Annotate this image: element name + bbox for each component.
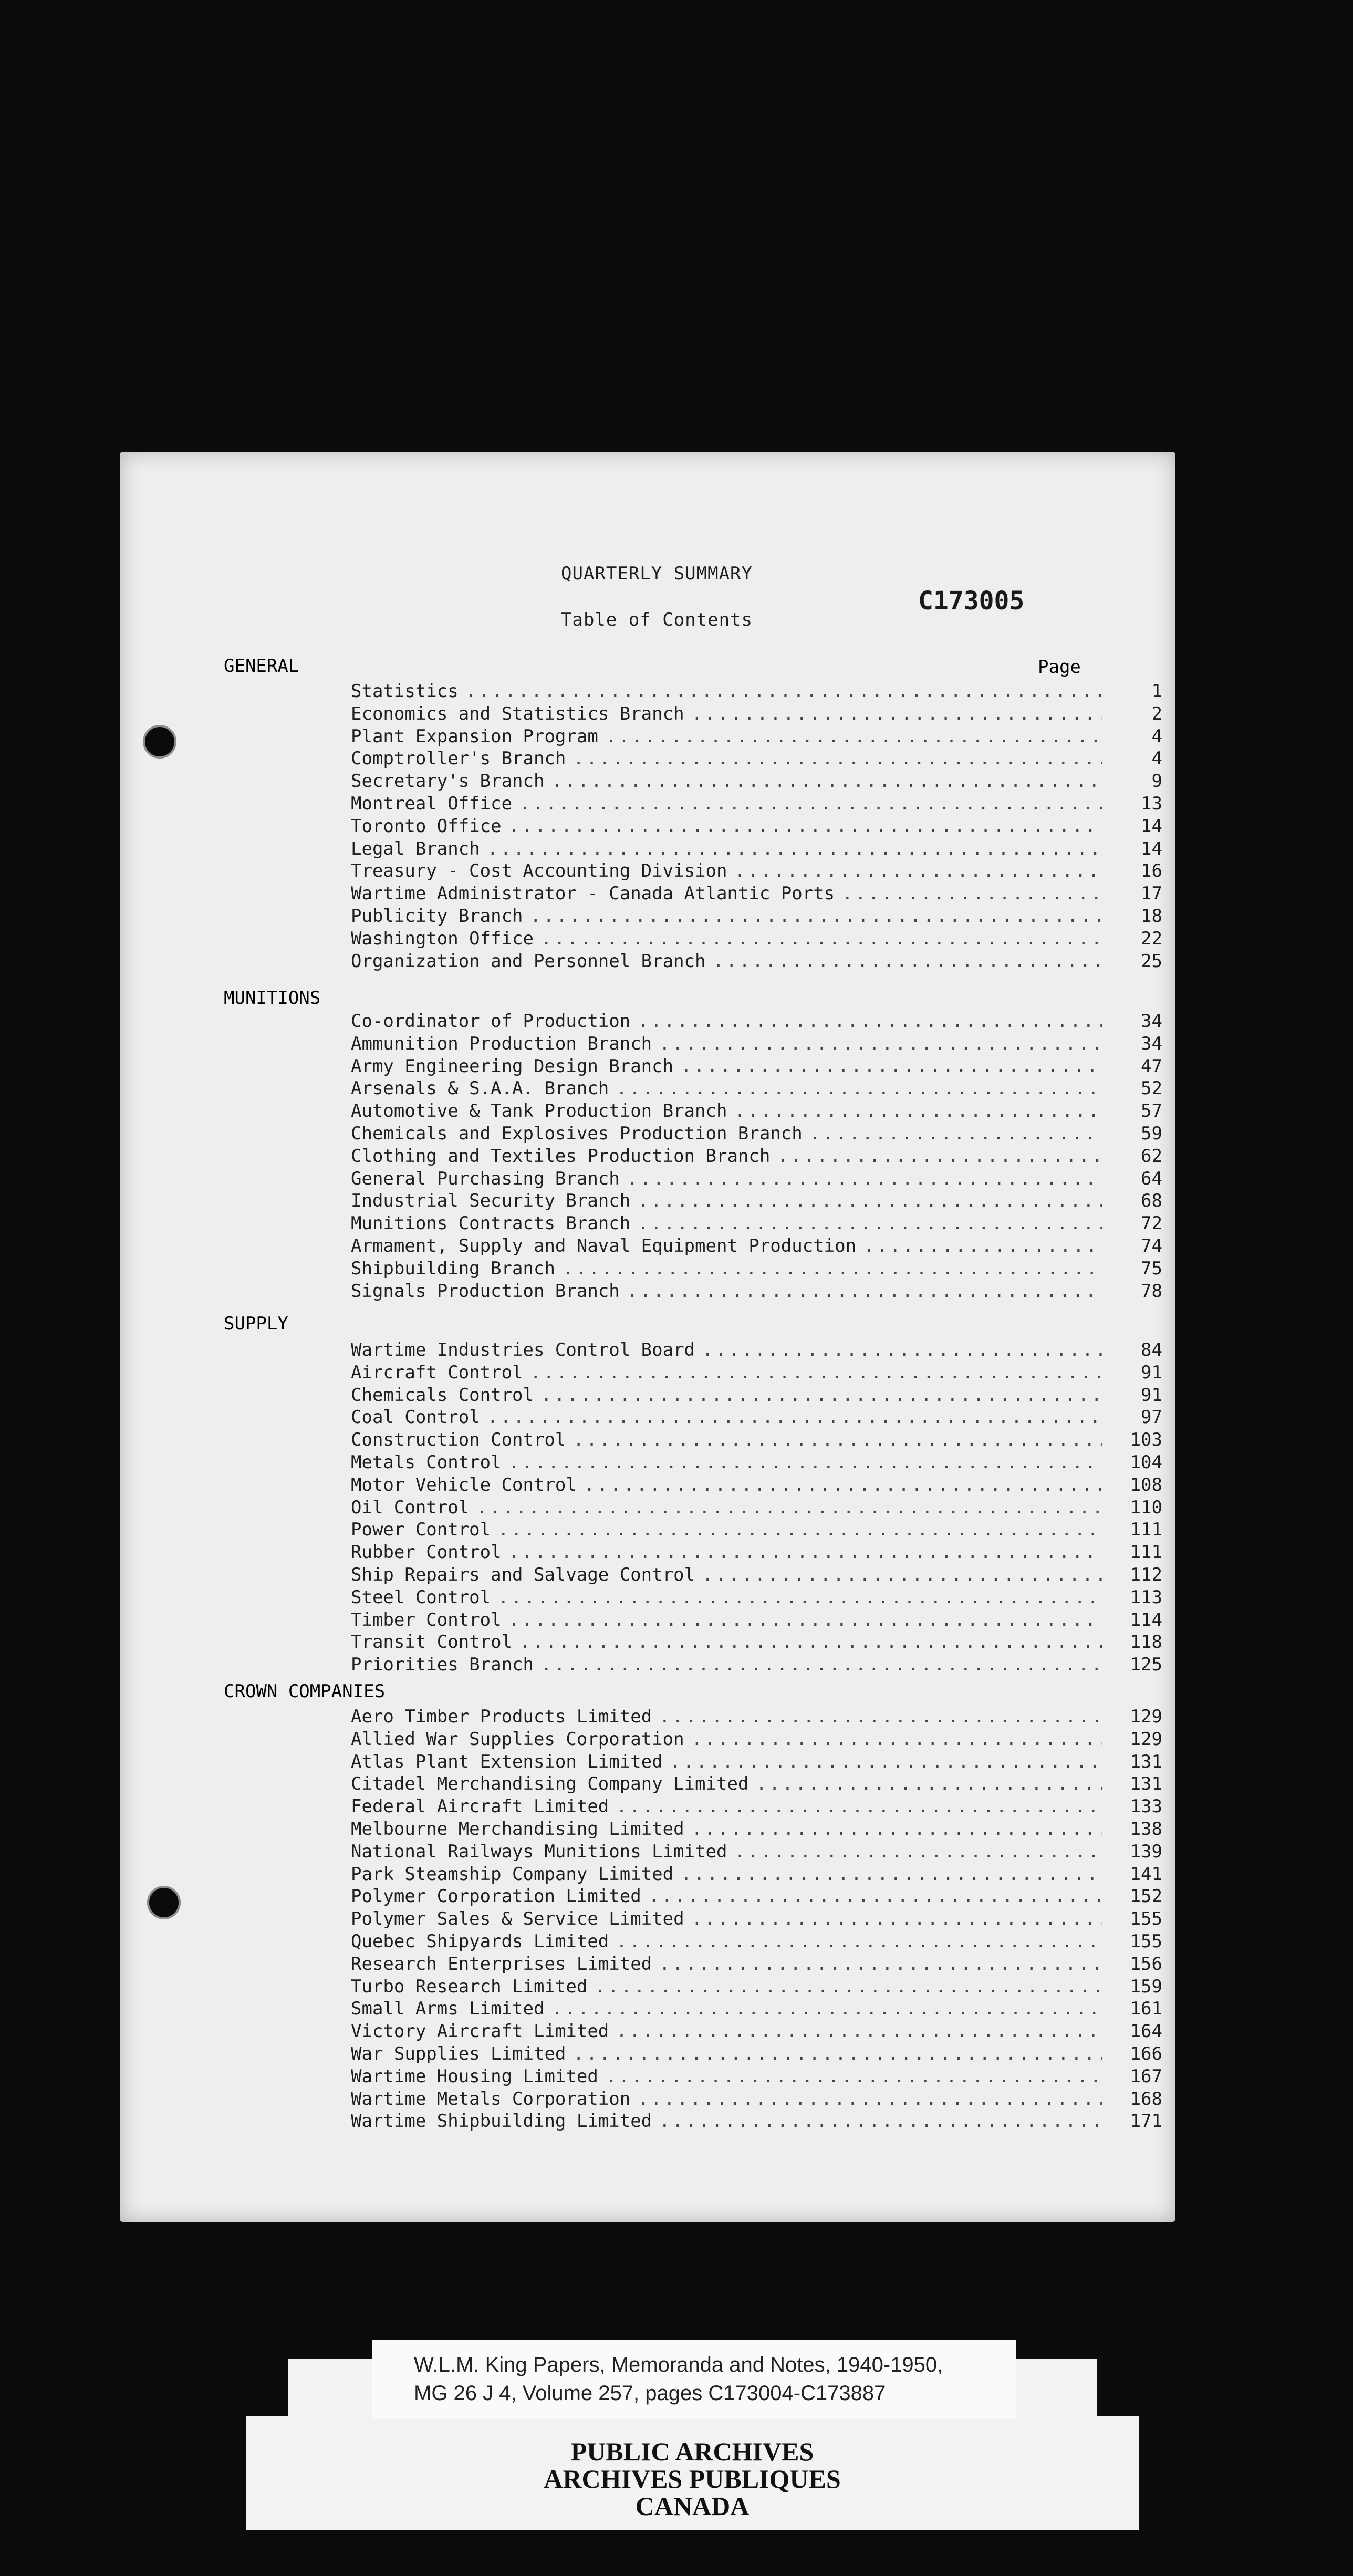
toc-entry [351, 1841, 1162, 1863]
toc-entry [351, 1998, 1162, 2020]
toc-entry-page: 52 [1141, 1078, 1162, 1099]
toc-entry-label: Co-ordinator of Production [351, 1011, 631, 1032]
toc-entry-label: Washington Office [351, 928, 534, 949]
leader-dots [551, 771, 1102, 792]
toc-entry-page: 155 [1130, 1908, 1162, 1930]
leader-dots [681, 1056, 1102, 1077]
toc-entry-label: Chemicals and Explosives Production Branch [351, 1123, 803, 1144]
toc-entry-label: Power Control [351, 1519, 491, 1541]
binder-hole-bottom [147, 1886, 181, 1919]
toc-entry-label: Motor Vehicle Control [351, 1474, 577, 1495]
leader-dots [659, 1706, 1102, 1727]
toc-entry-label: Steel Control [351, 1586, 491, 1608]
leader-dots [777, 1146, 1102, 1167]
leader-dots [638, 1190, 1102, 1211]
toc-entry [351, 1429, 1162, 1451]
toc-entry-label: Research Enterprises Limited [351, 1953, 652, 1975]
leader-dots [573, 2043, 1102, 2064]
toc-entry-label: Coal Control [351, 1407, 480, 1428]
toc-entry [351, 1011, 1162, 1033]
leader-dots [487, 1407, 1102, 1428]
leader-dots [606, 2066, 1102, 2087]
toc-entry [351, 1385, 1162, 1407]
toc-entry [351, 771, 1162, 793]
leader-dots [541, 1385, 1102, 1406]
leader-dots [616, 2021, 1102, 2042]
toc-entry-page: 111 [1130, 1542, 1162, 1563]
leader-dots [509, 816, 1102, 837]
toc-entry-label: Economics and Statistics Branch [351, 703, 684, 724]
toc-entry-page: 104 [1130, 1452, 1162, 1473]
toc-entry-page: 14 [1141, 815, 1162, 837]
toc-entry-page: 108 [1130, 1474, 1162, 1495]
leader-dots [541, 1654, 1102, 1675]
leader-dots [519, 1632, 1102, 1653]
toc-entry [351, 1819, 1162, 1841]
toc-entry-label: Armament, Supply and Naval Equipment Production [351, 1235, 857, 1256]
toc-entry [351, 2111, 1162, 2133]
toc-entry-label: Polymer Sales & Service Limited [351, 1908, 684, 1930]
toc-entry-page: 155 [1130, 1931, 1162, 1952]
leader-dots [713, 951, 1102, 972]
leader-dots [584, 1474, 1102, 1495]
toc-entry-label: Priorities Branch [351, 1654, 534, 1676]
toc-entry-page: 91 [1141, 1384, 1162, 1406]
toc-entry-label: Wartime Shipbuilding Limited [351, 2111, 652, 2132]
archive-label [246, 2353, 1139, 2530]
toc-entry [351, 1168, 1162, 1190]
toc-entry-page: 166 [1130, 2043, 1162, 2064]
toc-entry [351, 703, 1162, 725]
leader-dots [659, 1033, 1102, 1054]
toc-entry-label: Allied War Supplies Corporation [351, 1728, 684, 1750]
toc-entry [351, 2043, 1162, 2065]
toc-entry-label: National Railways Munitions Limited [351, 1841, 727, 1862]
toc-entry [351, 2066, 1162, 2088]
section-heading: MUNITIONS [224, 988, 321, 1009]
toc-entry-label: Army Engineering Design Branch [351, 1055, 674, 1077]
toc-entry-label: Ammunition Production Branch [351, 1033, 652, 1054]
toc-entry-label: Signals Production Branch [351, 1280, 620, 1302]
toc-entry [351, 928, 1162, 950]
toc-entry-page: 118 [1130, 1632, 1162, 1653]
leader-dots [530, 1362, 1102, 1383]
leader-dots [573, 748, 1102, 769]
toc-entry-label: Organization and Personnel Branch [351, 950, 706, 972]
toc-entry [351, 1931, 1162, 1953]
toc-entry-label: Arsenals & S.A.A. Branch [351, 1078, 609, 1099]
leader-dots [659, 1954, 1102, 1975]
toc-entry-label: Secretary's Branch [351, 771, 545, 792]
toc-entry-label: Plant Expansion Program [351, 725, 598, 747]
toc-entry-label: Ship Repairs and Salvage Control [351, 1564, 695, 1585]
leader-dots [498, 1587, 1102, 1608]
toc-entry-page: 159 [1130, 1976, 1162, 1997]
toc-entry [351, 1519, 1162, 1541]
toc-entry [351, 1587, 1162, 1609]
toc-entry [351, 906, 1162, 928]
toc-entry [351, 726, 1162, 748]
toc-entry-page: 18 [1141, 906, 1162, 927]
toc-entry-page: 74 [1141, 1235, 1162, 1256]
leader-dots [692, 1908, 1102, 1929]
leader-dots [659, 2111, 1102, 2132]
leader-dots [498, 1519, 1102, 1540]
toc-entry-label: Quebec Shipyards Limited [351, 1931, 609, 1952]
toc-entry-page: 110 [1130, 1497, 1162, 1518]
toc-entry-page: 114 [1130, 1609, 1162, 1630]
toc-entry-page: 17 [1141, 883, 1162, 905]
toc-entry [351, 1497, 1162, 1519]
toc-entry-page: 84 [1141, 1339, 1162, 1360]
toc-entry [351, 816, 1162, 838]
toc-entry [351, 1706, 1162, 1728]
toc-entry-page: 64 [1141, 1168, 1162, 1189]
toc-entry-page: 91 [1141, 1362, 1162, 1383]
toc-entry-page: 131 [1130, 1751, 1162, 1772]
leader-dots [476, 1497, 1102, 1518]
toc-entry [351, 1796, 1162, 1818]
toc-entry-label: Turbo Research Limited [351, 1976, 588, 1997]
leader-dots [638, 1213, 1102, 1234]
toc-entry-page: 125 [1130, 1654, 1162, 1676]
toc-entry-label: Treasury - Cost Accounting Division [351, 860, 727, 882]
toc-entry-label: Chemicals Control [351, 1384, 534, 1406]
toc-entry-page: 2 [1151, 703, 1162, 724]
leader-dots [702, 1564, 1102, 1585]
toc-entry-page: 129 [1130, 1728, 1162, 1750]
toc-entry [351, 1258, 1162, 1280]
toc-entry-page: 72 [1141, 1213, 1162, 1234]
toc-entry-label: Statistics [351, 681, 459, 702]
toc-entry [351, 1235, 1162, 1258]
toc-entry [351, 681, 1162, 703]
toc-entry [351, 951, 1162, 973]
leader-dots [638, 2089, 1102, 2110]
toc-entry-label: Munitions Contracts Branch [351, 1213, 631, 1234]
toc-entry-label: Federal Aircraft Limited [351, 1796, 609, 1817]
leader-dots [692, 1729, 1102, 1750]
toc-entry [351, 1146, 1162, 1168]
toc-entry-label: Wartime Administrator - Canada Atlantic Ports [351, 883, 835, 905]
toc-entry [351, 1452, 1162, 1474]
toc-entry [351, 1190, 1162, 1212]
toc-entry [351, 1056, 1162, 1078]
toc-entry-page: 111 [1130, 1519, 1162, 1541]
toc-entry-page: 75 [1141, 1258, 1162, 1279]
toc-entry-page: 9 [1151, 771, 1162, 792]
toc-entry-label: Aircraft Control [351, 1362, 523, 1383]
toc-entry-label: Citadel Merchandising Company Limited [351, 1773, 749, 1795]
reference-card [372, 2340, 1016, 2419]
toc-entry [351, 1729, 1162, 1751]
toc-entry-label: Timber Control [351, 1609, 502, 1630]
leader-dots [734, 1100, 1102, 1121]
toc-entry [351, 1339, 1162, 1362]
toc-entry-label: Polymer Corporation Limited [351, 1886, 641, 1907]
leader-dots [649, 1886, 1102, 1907]
archive-name-en: PUBLIC ARCHIVES [570, 2437, 814, 2466]
toc-entry [351, 1751, 1162, 1773]
toc-entry [351, 1542, 1162, 1564]
toc-entry-page: 22 [1141, 928, 1162, 949]
leader-dots [563, 1258, 1102, 1279]
toc-entry-page: 57 [1141, 1100, 1162, 1122]
toc-entry [351, 883, 1162, 905]
toc-entry-page: 133 [1130, 1796, 1162, 1817]
toc-entry-label: Shipbuilding Branch [351, 1258, 555, 1279]
toc-entry-page: 34 [1141, 1011, 1162, 1032]
toc-entry [351, 1864, 1162, 1886]
leader-dots [810, 1123, 1102, 1144]
archive-name-fr: ARCHIVES PUBLIQUES [544, 2464, 841, 2494]
toc-entry-page: 62 [1141, 1145, 1162, 1167]
leader-dots [638, 1011, 1102, 1032]
label-notch-right [1097, 2359, 1139, 2416]
toc-entry [351, 1976, 1162, 1998]
toc-entry-page: 4 [1151, 725, 1162, 747]
toc-entry-page: 138 [1130, 1819, 1162, 1840]
toc-entry-page: 16 [1141, 860, 1162, 882]
toc-entry [351, 1407, 1162, 1429]
toc-entry-label: Toronto Office [351, 815, 502, 837]
leader-dots [702, 1339, 1102, 1360]
toc-entry [351, 793, 1162, 815]
toc-entry-page: 131 [1130, 1773, 1162, 1795]
toc-entry-page: 113 [1130, 1586, 1162, 1608]
toc-entry [351, 2089, 1162, 2111]
toc-entry [351, 1362, 1162, 1384]
toc-entry [351, 2021, 1162, 2043]
toc-entry-label: Industrial Security Branch [351, 1190, 631, 1212]
toc-entry-label: Rubber Control [351, 1542, 502, 1563]
toc-entry [351, 1564, 1162, 1586]
leader-dots [863, 1235, 1102, 1256]
leader-dots [509, 1452, 1102, 1473]
toc-entry-page: 34 [1141, 1033, 1162, 1054]
toc-entry-page: 168 [1130, 2088, 1162, 2110]
leader-dots [842, 883, 1102, 904]
toc-entry-page: 68 [1141, 1190, 1162, 1212]
toc-entry-label: Publicity Branch [351, 906, 523, 927]
toc-entry [351, 1033, 1162, 1055]
toc-entry [351, 1281, 1162, 1303]
toc-entry-label: Aero Timber Products Limited [351, 1706, 652, 1727]
toc-entry-label: Metals Control [351, 1452, 502, 1473]
toc-entry [351, 748, 1162, 770]
binder-hole-top [143, 725, 176, 759]
toc-entry-page: 78 [1141, 1280, 1162, 1302]
toc-entry [351, 1632, 1162, 1654]
document-page [120, 452, 1175, 2222]
toc-entry [351, 1123, 1162, 1145]
toc-entry-page: 47 [1141, 1055, 1162, 1077]
toc-entry-label: Park Steamship Company Limited [351, 1863, 674, 1885]
leader-dots [519, 793, 1102, 814]
toc-entry-page: 141 [1130, 1863, 1162, 1885]
toc-entry-label: Transit Control [351, 1632, 513, 1653]
toc-entry-label: Melbourne Merchandising Limited [351, 1819, 684, 1840]
toc-entry [351, 1078, 1162, 1100]
toc-entry [351, 1474, 1162, 1497]
toc-entry-page: 25 [1141, 950, 1162, 972]
toc-entry [351, 1609, 1162, 1632]
toc-entry-page: 97 [1141, 1407, 1162, 1428]
toc-entry-page: 171 [1130, 2111, 1162, 2132]
document-title: QUARTERLY SUMMARY [561, 563, 753, 584]
toc-entry-label: General Purchasing Branch [351, 1168, 620, 1189]
leader-dots [734, 860, 1102, 881]
leader-dots [616, 1931, 1102, 1952]
leader-dots [692, 703, 1102, 724]
leader-dots [670, 1751, 1102, 1772]
toc-entry [351, 838, 1162, 860]
toc-entry-label: Clothing and Textiles Production Branch [351, 1145, 771, 1167]
toc-entry-page: 13 [1141, 793, 1162, 814]
toc-entry-page: 139 [1130, 1841, 1162, 1862]
leader-dots [466, 681, 1102, 702]
leader-dots [541, 928, 1102, 949]
page-column-header: Page [1038, 657, 1081, 678]
toc-entry [351, 1213, 1162, 1235]
section-heading: GENERAL [224, 656, 299, 677]
toc-entry [351, 1954, 1162, 1976]
reference-line-1: W.L.M. King Papers, Memoranda and Notes, 1940-1950, [414, 2353, 943, 2376]
section-heading: CROWN COMPANIES [224, 1681, 386, 1702]
toc-entry-label: Comptroller's Branch [351, 748, 566, 770]
label-notch-left [246, 2359, 288, 2416]
reference-line-2: MG 26 J 4, Volume 257, pages C173004-C173887 [414, 2382, 886, 2405]
toc-entry-label: Automotive & Tank Production Branch [351, 1100, 727, 1122]
leader-dots [616, 1796, 1102, 1817]
leader-dots [573, 1429, 1102, 1450]
leader-dots [595, 1976, 1102, 1997]
toc-entry [351, 1773, 1162, 1795]
leader-dots [487, 838, 1102, 859]
toc-entry-page: 1 [1151, 681, 1162, 702]
leader-dots [627, 1281, 1102, 1302]
section-heading: SUPPLY [224, 1313, 288, 1334]
toc-entry-page: 161 [1130, 1998, 1162, 2020]
toc-entry-label: Legal Branch [351, 838, 480, 859]
toc-entry-page: 152 [1130, 1886, 1162, 1907]
toc-entry-page: 4 [1151, 748, 1162, 770]
toc-entry [351, 1908, 1162, 1930]
leader-dots [734, 1841, 1102, 1862]
toc-entry-page: 14 [1141, 838, 1162, 859]
leader-dots [551, 1998, 1102, 2019]
leader-dots [530, 906, 1102, 927]
archive-country: CANADA [635, 2491, 750, 2521]
toc-entry-page: 112 [1130, 1564, 1162, 1585]
toc-entry-page: 156 [1130, 1953, 1162, 1975]
toc-entry-page: 164 [1130, 2021, 1162, 2042]
leader-dots [606, 726, 1102, 747]
leader-dots [509, 1609, 1102, 1630]
toc-entry-label: Montreal Office [351, 793, 513, 814]
toc-entry-label: Atlas Plant Extension Limited [351, 1751, 663, 1772]
toc-entry [351, 1886, 1162, 1908]
toc-entry-label: Wartime Housing Limited [351, 2065, 598, 2087]
toc-entry-label: Wartime Industries Control Board [351, 1339, 695, 1360]
toc-entry-label: Construction Control [351, 1429, 566, 1451]
toc-entry-label: Victory Aircraft Limited [351, 2021, 609, 2042]
toc-entry [351, 1100, 1162, 1123]
control-number: C173005 [918, 586, 1025, 616]
toc-entry [351, 1654, 1162, 1676]
leader-dots [627, 1168, 1102, 1189]
leader-dots [756, 1773, 1102, 1794]
toc-entry-page: 129 [1130, 1706, 1162, 1727]
leader-dots [616, 1078, 1102, 1099]
toc-entry-label: Small Arms Limited [351, 1998, 545, 2020]
toc-entry-label: Wartime Metals Corporation [351, 2088, 631, 2110]
leader-dots [681, 1864, 1102, 1885]
toc-entry [351, 860, 1162, 882]
leader-dots [692, 1819, 1102, 1840]
leader-dots [509, 1542, 1102, 1563]
toc-entry-label: Oil Control [351, 1497, 470, 1518]
toc-entry-page: 103 [1130, 1429, 1162, 1451]
toc-entry-page: 167 [1130, 2065, 1162, 2087]
toc-entry-label: War Supplies Limited [351, 2043, 566, 2064]
document-subtitle: Table of Contents [561, 609, 753, 630]
toc-entry-page: 59 [1141, 1123, 1162, 1144]
